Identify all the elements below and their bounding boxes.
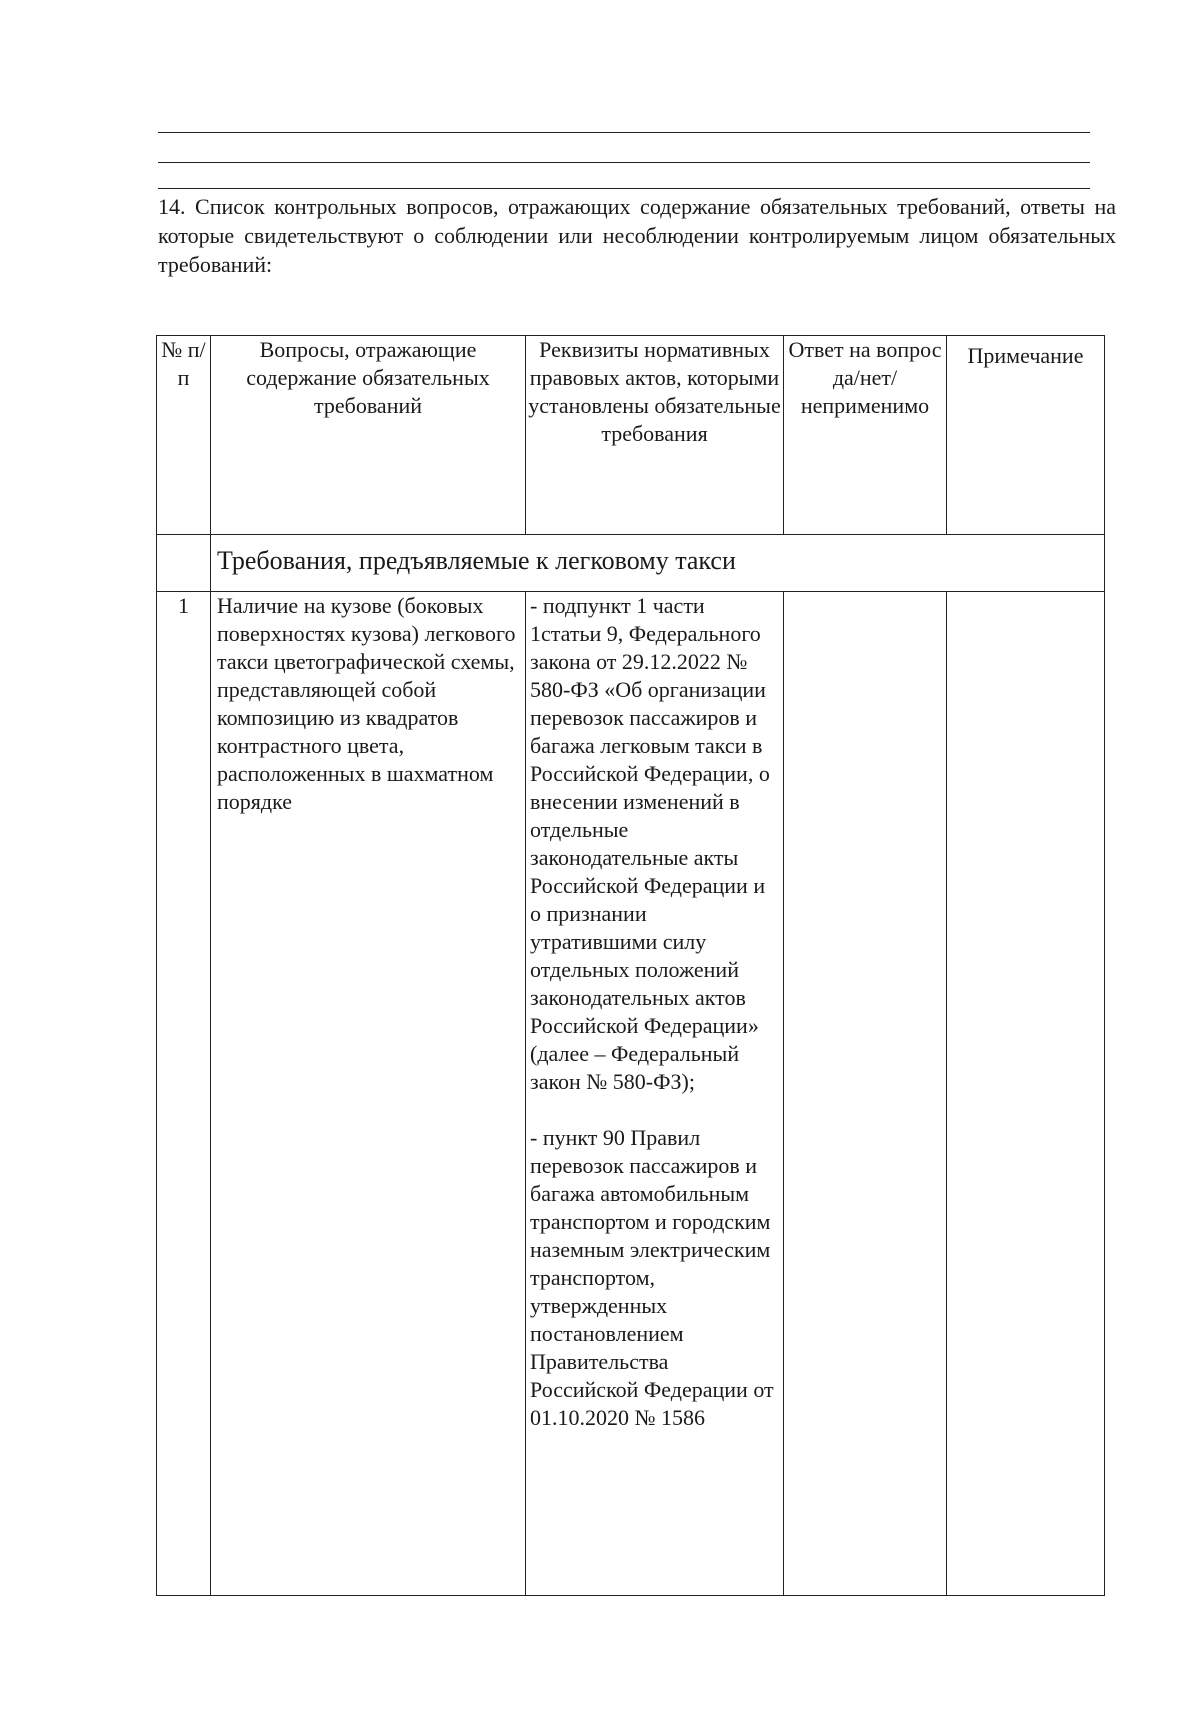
section-num-cell	[157, 535, 211, 592]
blank-line-3	[158, 188, 1090, 189]
row-question-cell	[211, 592, 526, 1596]
table-row	[157, 592, 1105, 1596]
checklist-table	[156, 335, 1105, 1596]
row-requisites-law: - подпункт 1 части 1статьи 9, Федерального закона от 29.12.2022 № 580-ФЗ «Об организации перевозок пассажиров и багажа легковым такси в Российской Федерации, о внесении изменений в отдельные законодательные акты Российской Федерации и о признании утратившими силу отдельных положений законодательных актов Российской Федерации» (далее – Федеральный закон № 580-ФЗ);	[530, 593, 770, 1094]
header-requisites: Реквизиты нормативных правовых актов, которыми установлены обязательные требования	[526, 336, 784, 535]
row-requisites-rules: - пункт 90 Правил перевозок пассажиров и багажа автомобильным транспортом и городским наземным электрическим транспортом, утвержденных постановлением Правительства Российской Федерации от 01.10.2020 № 1586	[530, 1125, 774, 1430]
row-question: Наличие на кузове (боковых поверхностях кузова) легкового такси цветографической схемы, представляющей собой композицию из квадратов контрастного цвета, расположенных в шахматном порядке	[217, 593, 516, 814]
header-note: Примечание	[947, 336, 1105, 535]
blank-line-2	[158, 162, 1090, 163]
header-num: № п/п	[157, 336, 211, 535]
section-title: Требования, предъявляемые к легковому такси	[217, 546, 736, 575]
header-answer: Ответ на вопрос да/нет/ неприменимо	[784, 336, 947, 535]
row-num: 1	[157, 592, 211, 1596]
row-answer-cell[interactable]	[784, 592, 947, 1596]
blank-line-1	[158, 132, 1090, 133]
checklist-intro-paragraph: 14. Список контрольных вопросов, отражающих содержание обязательных требований, ответы на которые свидетельствуют о соблюдении или несоблюдении контролируемым лицом обязательных требований:	[158, 194, 1116, 277]
row-note-cell[interactable]	[947, 592, 1105, 1596]
header-question: Вопросы, отражающие содержание обязательных требований	[211, 336, 526, 535]
section-title-cell	[211, 535, 1105, 592]
section-row	[157, 535, 1105, 592]
row-requisites-cell	[526, 592, 784, 1596]
table-header-row	[157, 336, 1105, 535]
